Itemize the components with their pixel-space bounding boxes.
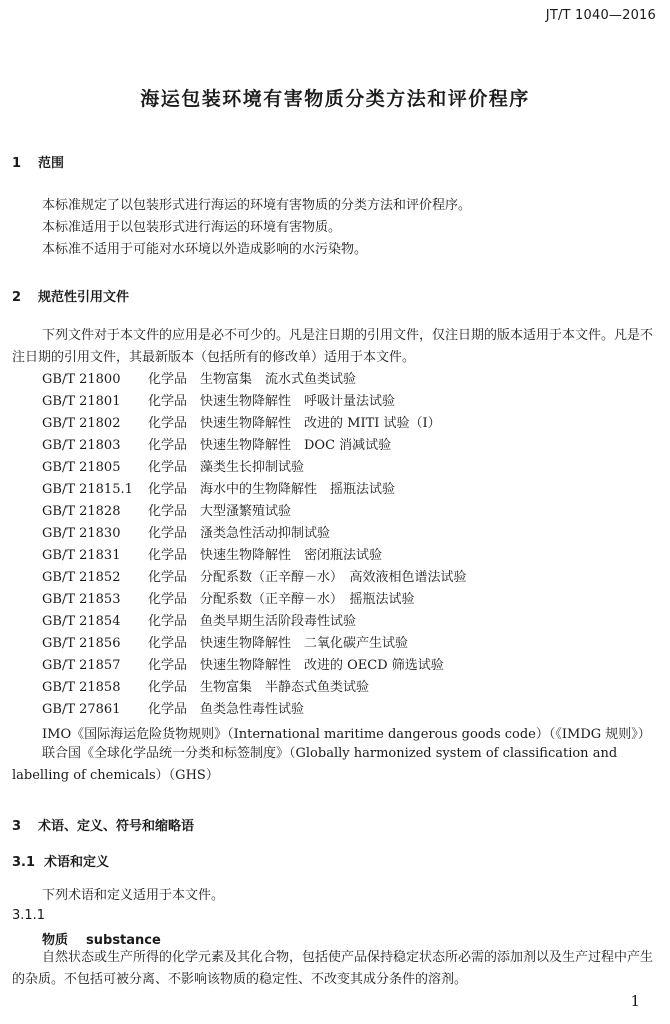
reference-code: GB/T 21805 [42, 460, 121, 475]
reference-title: 分配系数（正辛醇－水） 高效液相色谱法试验 [200, 570, 467, 585]
reference-code: GB/T 21815.1 [42, 482, 133, 497]
reference-title: 溞类急性活动抑制试验 [200, 526, 331, 541]
reference-code: GB/T 21803 [42, 438, 121, 453]
page-number: 1 [630, 992, 640, 1010]
standard-number: JT/T 1040—2016 [545, 8, 656, 23]
reference-category: 化学品 [148, 702, 188, 717]
document-title: 海运包装环境有害物质分类方法和评价程序 [140, 88, 530, 110]
reference-code: GB/T 21857 [42, 658, 121, 673]
reference-item [42, 413, 467, 435]
section-2-heading [12, 286, 129, 305]
reference-item [42, 633, 467, 655]
reference-item [42, 655, 467, 677]
term-english: substance [86, 933, 161, 948]
term-chinese: 物质 [42, 933, 69, 948]
reference-title: 生物富集 半静态式鱼类试验 [200, 680, 370, 695]
reference-category: 化学品 [148, 526, 188, 541]
reference-title: 快速生物降解性 DOC 消减试验 [200, 438, 392, 453]
reference-category: 化学品 [148, 416, 188, 431]
reference-category: 化学品 [148, 504, 188, 519]
reference-item [42, 523, 467, 545]
reference-item [42, 567, 467, 589]
reference-category: 化学品 [148, 570, 188, 585]
scope-line-2: 本标准适用于以包装形式进行海运的环境有害物质。 [42, 220, 342, 235]
reference-item [42, 479, 467, 501]
reference-title: 海水中的生物降解性 摇瓶法试验 [200, 482, 396, 497]
reference-code: GB/T 21830 [42, 526, 121, 541]
reference-title: 生物富集 流水式鱼类试验 [200, 372, 357, 387]
reference-category: 化学品 [148, 658, 188, 673]
imo-reference: IMO《国际海运危险货物规则》（International maritime dangerous goods code）（《IMDG 规则》） [42, 727, 651, 742]
normative-intro-paragraph: 下列文件对于本文件的应用是必不可少的。凡是注日期的引用文件，仅注日期的版本适用于本文件。凡是不注日期的引用文件，其最新版本（包括所有的修改单）适用于本文件。 [12, 328, 654, 365]
reference-item [42, 391, 467, 413]
term-entry [42, 929, 161, 948]
reference-code: GB/T 21828 [42, 504, 121, 519]
terms-intro: 下列术语和定义适用于本文件。 [42, 888, 225, 903]
reference-title: 快速生物降解性 二氧化碳产生试验 [200, 636, 409, 651]
section-title: 规范性引用文件 [38, 290, 130, 305]
subsection-3-1-heading [12, 851, 109, 870]
reference-code: GB/T 21800 [42, 372, 121, 387]
reference-item [42, 677, 467, 699]
reference-item [42, 369, 467, 391]
reference-item [42, 699, 467, 721]
reference-code: GB/T 21801 [42, 394, 121, 409]
reference-title: 快速生物降解性 改进的 MITI 试验（Ⅰ） [200, 416, 441, 431]
reference-title: 分配系数（正辛醇－水） 摇瓶法试验 [200, 592, 415, 607]
reference-category: 化学品 [148, 482, 188, 497]
section-title: 范围 [38, 156, 65, 171]
reference-item [42, 501, 467, 523]
reference-item [42, 545, 467, 567]
section-number: 3 [12, 819, 22, 834]
section-number: 2 [12, 290, 22, 305]
reference-title: 大型溞繁殖试验 [200, 504, 292, 519]
reference-title: 快速生物降解性 密闭瓶法试验 [200, 548, 383, 563]
reference-category: 化学品 [148, 438, 188, 453]
reference-code: GB/T 21854 [42, 614, 121, 629]
reference-code: GB/T 21853 [42, 592, 121, 607]
term-definition: 自然状态或生产所得的化学元素及其化合物，包括使产品保持稳定状态所必需的添加剂以及生产过程中产生的杂质。不包括可被分离、不影响该物质的稳定性、不改变其成分条件的溶剂。 [12, 950, 654, 987]
reference-category: 化学品 [148, 636, 188, 651]
reference-item [42, 611, 467, 633]
reference-category: 化学品 [148, 460, 188, 475]
scope-line-3: 本标准不适用于可能对水环境以外造成影响的水污染物。 [42, 242, 368, 257]
section-number: 1 [12, 156, 22, 171]
reference-category: 化学品 [148, 394, 188, 409]
reference-code: GB/T 21831 [42, 548, 121, 563]
reference-category: 化学品 [148, 592, 188, 607]
reference-code: GB/T 27861 [42, 702, 121, 717]
reference-item [42, 589, 467, 611]
reference-item [42, 457, 467, 479]
reference-code: GB/T 21856 [42, 636, 121, 651]
reference-category: 化学品 [148, 548, 188, 563]
reference-title: 鱼类急性毒性试验 [200, 702, 305, 717]
reference-title: 藻类生长抑制试验 [200, 460, 305, 475]
reference-title: 鱼类早期生活阶段毒性试验 [200, 614, 357, 629]
term-number: 3.1.1 [12, 908, 46, 923]
reference-category: 化学品 [148, 680, 188, 695]
section-title: 术语、定义、符号和缩略语 [38, 819, 195, 834]
reference-title: 快速生物降解性 呼吸计量法试验 [200, 394, 396, 409]
reference-code: GB/T 21858 [42, 680, 121, 695]
section-3-heading [12, 815, 194, 834]
ghs-reference: 联合国《全球化学品统一分类和标签制度》（Globally harmonized system of classification and labelling of chemicals）（GHS） [12, 746, 618, 783]
reference-title: 快速生物降解性 改进的 OECD 筛选试验 [200, 658, 444, 673]
reference-list [42, 369, 467, 721]
reference-item [42, 435, 467, 457]
scope-line-1: 本标准规定了以包装形式进行海运的环境有害物质的分类方法和评价程序。 [42, 198, 472, 213]
subsection-title: 术语和定义 [44, 855, 110, 870]
reference-code: GB/T 21802 [42, 416, 121, 431]
reference-category: 化学品 [148, 372, 188, 387]
reference-code: GB/T 21852 [42, 570, 121, 585]
section-1-heading [12, 152, 64, 171]
reference-category: 化学品 [148, 614, 188, 629]
subsection-number: 3.1 [12, 855, 36, 870]
